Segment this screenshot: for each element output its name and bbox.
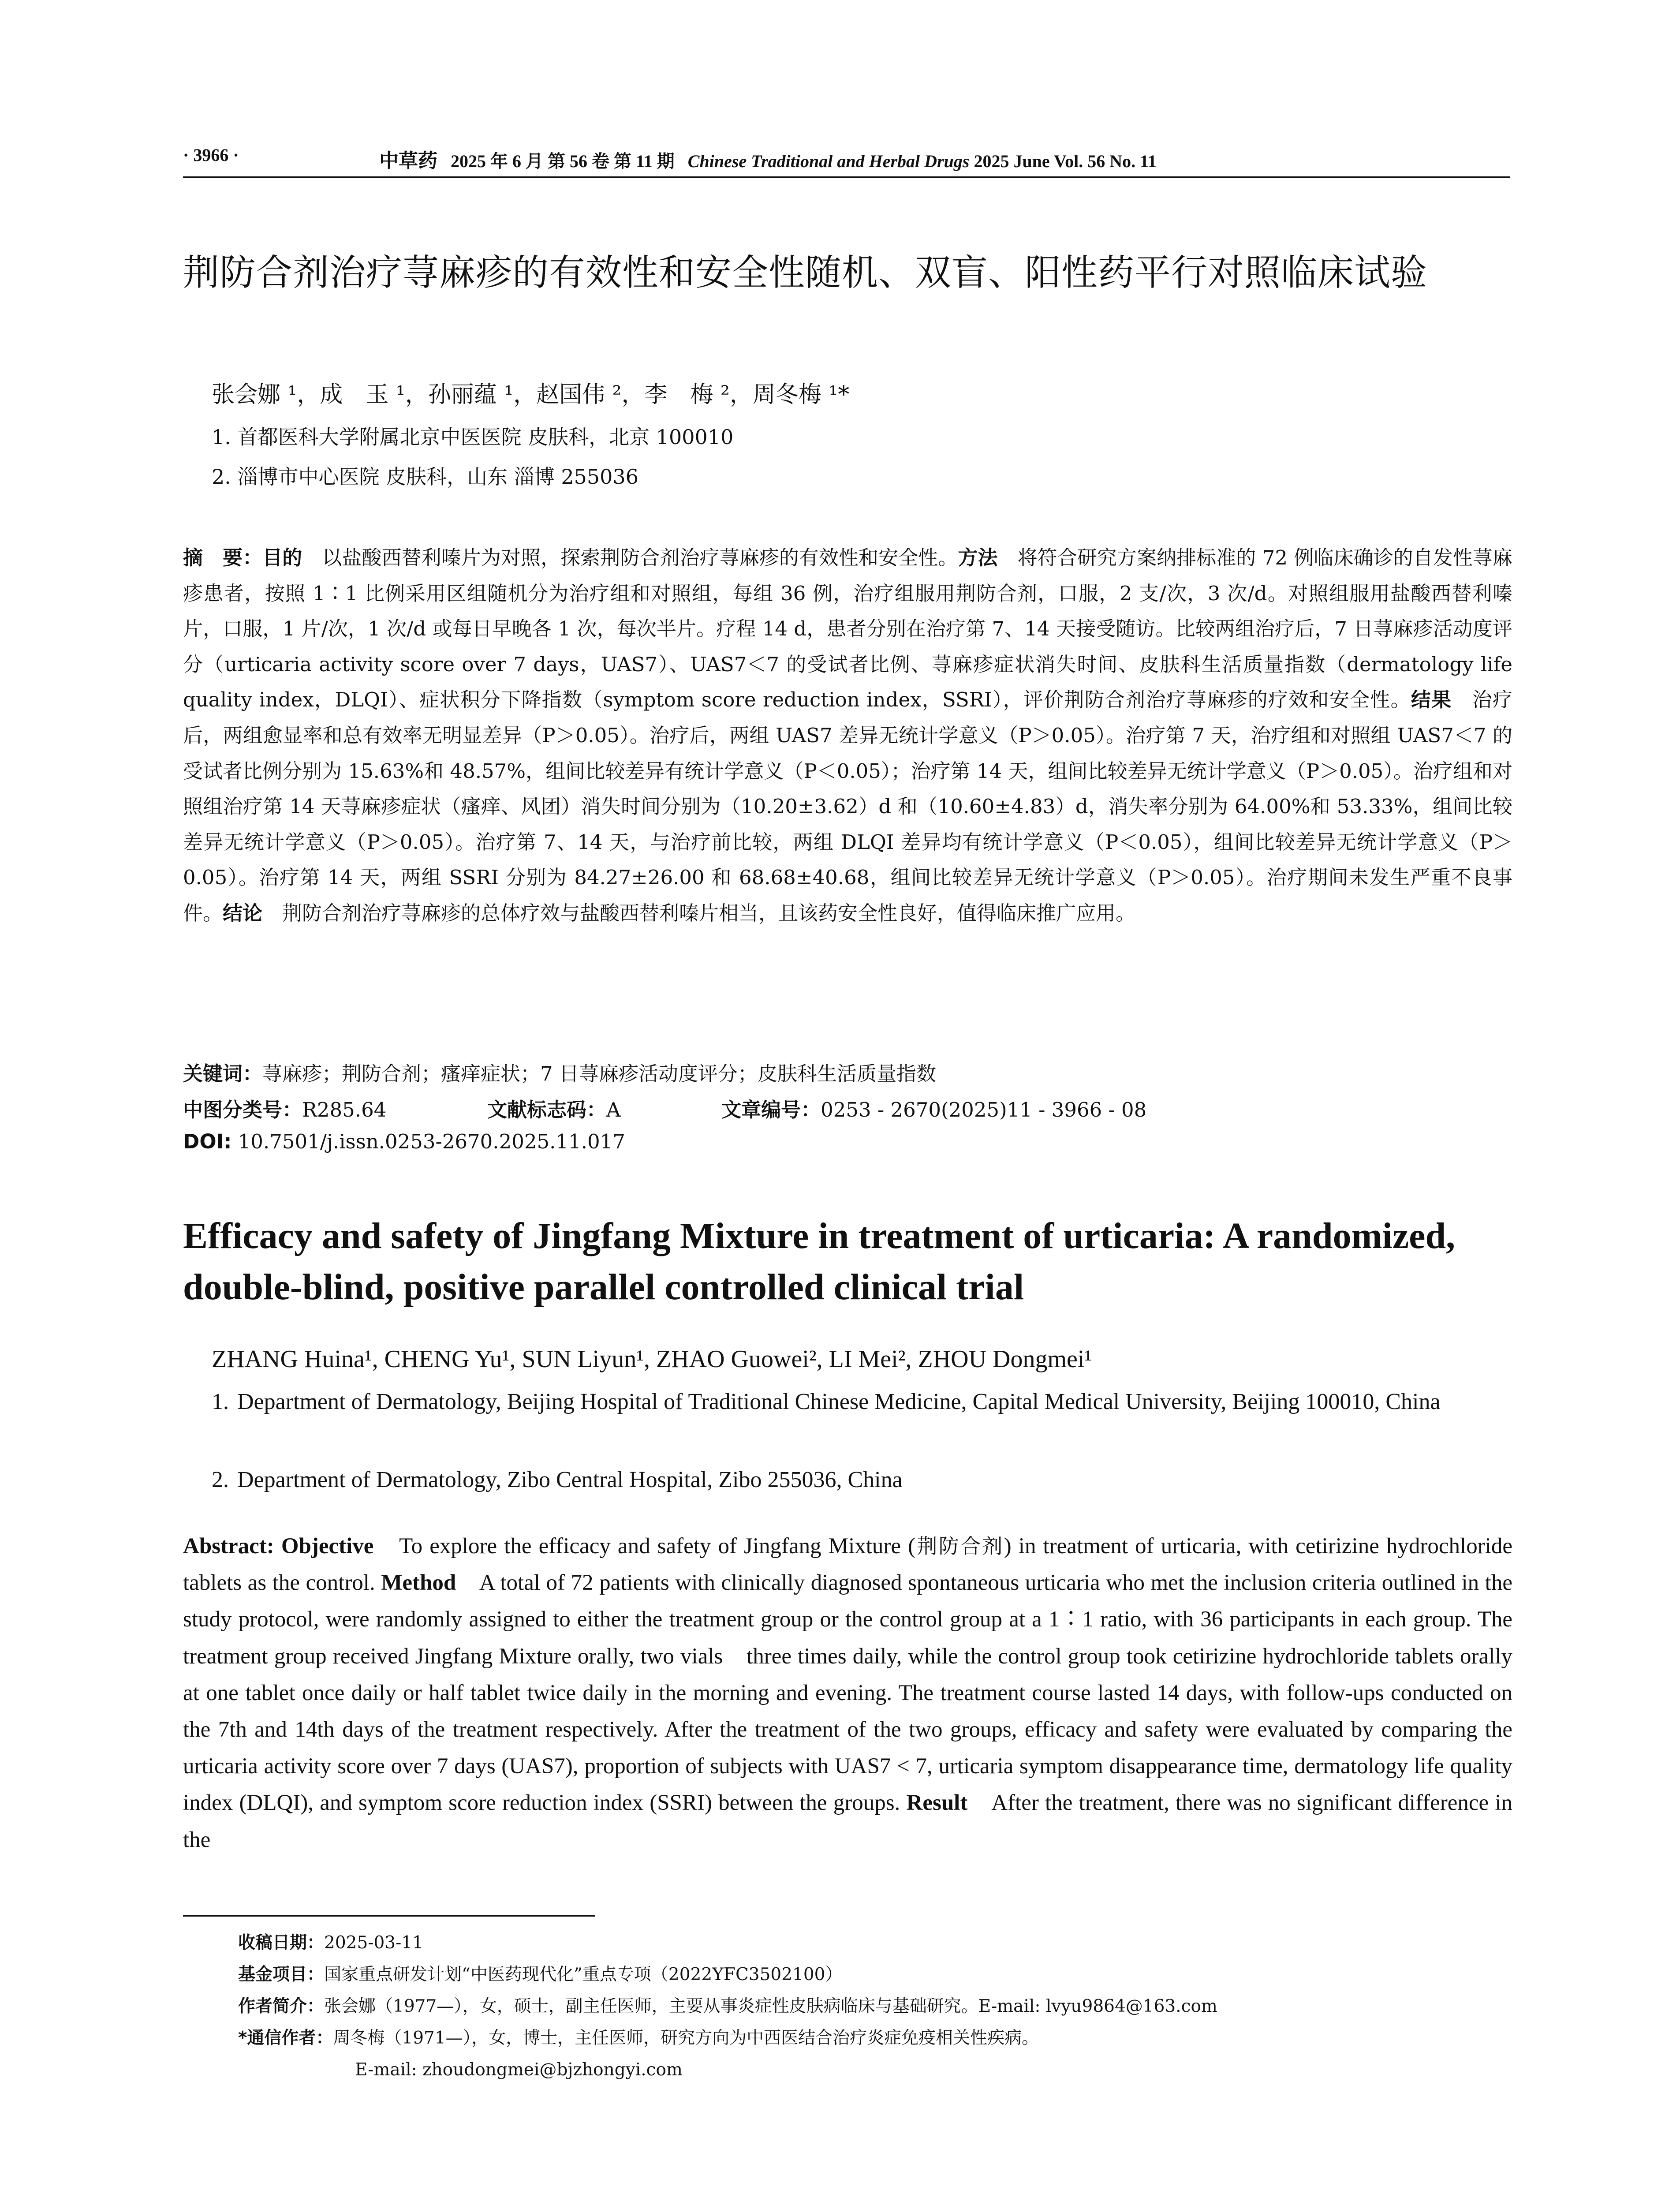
affiliation-en-1 xyxy=(212,1383,1512,1421)
doc-code-label: 文献标志码： xyxy=(487,1098,606,1121)
keywords-text: 荨麻疹；荆防合剂；瘙痒症状；7 日荨麻疹活动度评分；皮肤科生活质量指数 xyxy=(262,1062,936,1085)
footnote-rule xyxy=(183,1915,595,1917)
doi-label: DOI: xyxy=(183,1130,232,1153)
article-no-value: 0253 - 2670(2025)11 - 3966 - 08 xyxy=(821,1098,1147,1121)
running-header xyxy=(183,145,1510,170)
page-number: · 3966 · xyxy=(183,145,239,165)
authors-en: ZHANG Huina¹, CHENG Yu¹, SUN Liyun¹, ZHAO Guowei², LI Mei², ZHOU Dongmei¹ xyxy=(212,1345,1092,1373)
title-cn: 荆防合剂治疗荨麻疹的有效性和安全性随机、双盲、阳性药平行对照临床试验 xyxy=(183,252,1428,294)
affiliation-cn-1: 1. 首都医科大学附属北京中医医院 皮肤科，北京 100010 xyxy=(212,425,734,449)
clc-value: R285.64 xyxy=(302,1098,387,1121)
fund-label: 基金项目： xyxy=(238,1965,325,1984)
affiliation-en-1-text: Department of Dermatology, Beijing Hospital of Traditional Chinese Medicine, Capital Medical University, Beijing 100010, China xyxy=(237,1389,1441,1414)
doi-line xyxy=(183,1130,625,1153)
corresponding-label: *通信作者： xyxy=(238,2028,333,2048)
keywords-cn xyxy=(183,1058,936,1086)
article-no-label: 文章编号： xyxy=(721,1098,821,1121)
method-label-cn: 方法 xyxy=(958,546,998,569)
footnotes xyxy=(238,1927,1508,2086)
doc-code-value: A xyxy=(606,1098,621,1121)
objective-en-cn: 荆防合剂 xyxy=(915,1534,1004,1558)
corresponding-value: 周冬梅（1971—），女，博士，主任医师，研究方向为中西医结合治疗炎症免疫相关性疾病。 xyxy=(333,2028,1039,2048)
corresponding-email: E-mail: zhoudongmei@bjzhongyi.com xyxy=(355,2060,683,2080)
author-bio-value: 张会娜（1977—），女，硕士，副主任医师，主要从事炎症性皮肤病临床与基础研究。E-mail: lvyu9864@163.com xyxy=(324,1996,1217,2016)
corresponding-line xyxy=(238,2022,1508,2054)
clc-label: 中图分类号： xyxy=(183,1098,302,1121)
affiliation-en-2-text: Department of Dermatology, Zibo Central Hospital, Zibo 255036, China xyxy=(237,1467,903,1492)
affiliation-en-2-num: 2. xyxy=(212,1467,229,1492)
fund-value: 国家重点研发计划“中医药现代化”重点专项（2022YFC3502100） xyxy=(324,1965,843,1984)
journal-name-cn: 中草药 xyxy=(379,149,437,172)
keywords-label: 关键词： xyxy=(183,1062,263,1085)
abstract-cn-label: 摘 要： xyxy=(183,546,263,569)
objective-en-a: To explore the efficacy and safety of Jingfang Mixture ( xyxy=(373,1534,916,1558)
abstract-en xyxy=(183,1528,1512,1858)
journal-name-en: Chinese Traditional and Herbal Drugs xyxy=(687,151,970,171)
objective-label-cn: 目的 xyxy=(262,546,302,569)
author-bio-label: 作者简介： xyxy=(238,1996,325,2016)
received-line xyxy=(238,1927,1508,1959)
method-en: A total of 72 patients with clinically diagnosed spontaneous urticaria who met the inclusion criteria outlined in the study protocol, were randomly assigned to either the treatment group or the control group at a 1∶1 ratio, with 36 participants in each group. The treatment group received Jingfang Mixture orally, two vials three times daily, while the control group took cetirizine hydrochloride tablets orally at one tablet once daily or half tablet twice daily in the morning and evening. The treatment course lasted 14 days, with follow-ups conducted on the 7th and 14th days of the treatment respectively. After the treatment of the two groups, efficacy and safety were evaluated by comparing the urticaria activity score over 7 days (UAS7), proportion of subjects with UAS7 < 7, urticaria symptom disappearance time, dermatology life quality index (DLQI), and symptom score reduction index (SSRI) between the groups. xyxy=(183,1570,1512,1816)
received-value: 2025-03-11 xyxy=(324,1933,423,1953)
result-label-cn: 结果 xyxy=(1411,688,1452,712)
method-label-en: Method xyxy=(381,1570,456,1596)
journal-line xyxy=(379,145,1157,173)
abstract-cn xyxy=(183,540,1512,931)
doi-value: 10.7501/j.issn.0253-2670.2025.11.017 xyxy=(231,1130,625,1153)
title-en: Efficacy and safety of Jingfang Mixture in treatment of urticaria: A randomized, double-blind, positive parallel controlled clinical trial xyxy=(183,1215,1456,1308)
header-rule xyxy=(183,176,1510,178)
abstract-en-label: Abstract: Objective xyxy=(183,1534,374,1558)
fund-line xyxy=(238,1959,1508,1991)
authors-cn: 张会娜 ¹，成 玉 ¹，孙丽蕴 ¹，赵国伟 ²，李 梅 ²，周冬梅 ¹* xyxy=(212,381,850,408)
affiliation-en-2 xyxy=(212,1461,1512,1499)
result-label-en: Result xyxy=(906,1790,968,1816)
issue-en: 2025 June Vol. 56 No. 11 xyxy=(974,151,1157,171)
classification-line xyxy=(183,1094,1146,1122)
received-label: 收稿日期： xyxy=(238,1933,325,1953)
method-cn: 将符合研究方案纳排标准的 72 例临床确诊的自发性荨麻疹患者，按照 1∶1 比例采用区组随机分为治疗组和对照组，每组 36 例，治疗组服用荆防合剂，口服，2 支/次，3 次/d。对照组服用盐酸西替利嗪片，口服，1 片/次，1 次/d 或每日早晚各 1 次，每次半片。疗程 14 d，患者分别在治疗第 7、14 天接受随访。比较两组治疗后，7 日荨麻疹活动度评分（urticaria activity score over 7 days，UAS7）、UAS7＜7 的受试者比例、荨麻疹症状消失时间、皮肤科生活质量指数（dermatology life quality index，DLQI）、症状积分下降指数（symptom score reduction index，SSRI），评价荆防合剂治疗荨麻疹的疗效和安全性。 xyxy=(183,546,1512,712)
author-bio-line xyxy=(238,1991,1508,2022)
affiliation-cn-2: 2. 淄博市中心医院 皮肤科，山东 淄博 255036 xyxy=(212,465,638,489)
conclusion-cn: 荆防合剂治疗荨麻疹的总体疗效与盐酸西替利嗪片相当，且该药安全性良好，值得临床推广应用。 xyxy=(262,901,1136,925)
objective-cn: 以盐酸西替利嗪片为对照，探索荆防合剂治疗荨麻疹的有效性和安全性。 xyxy=(302,546,958,569)
affiliation-en-1-num: 1. xyxy=(212,1389,229,1414)
result-en: After the treatment, there was no significant difference in the xyxy=(183,1790,1512,1852)
result-cn: 治疗后，两组愈显率和总有效率无明显差异（P＞0.05）。治疗后，两组 UAS7 差异无统计学意义（P＞0.05）。治疗第 7 天，治疗组和对照组 UAS7＜7 的受试者比例分别为 15.63%和 48.57%，组间比较差异有统计学意义（P＜0.05）；治疗第 14 天，组间比较差异无统计学意义（P＞0.05）。治疗组和对照组治疗第 14 天荨麻疹症状（瘙痒、风团）消失时间分别为（10.20±3.62）d 和（10.60±4.83）d，消失率分别为 64.00%和 53.33%，组间比较差异无统计学意义（P＞0.05）。治疗第 7、14 天，与治疗前比较，两组 DLQI 差异均有统计学意义（P＜0.05），组间比较差异无统计学意义（P＞0.05）。治疗第 14 天，两组 SSRI 分别为 84.27±26.00 和 68.68±40.68，组间比较差异无统计学意义（P＞0.05）。治疗期间未发生严重不良事件。 xyxy=(183,688,1512,925)
objective-en-b: ) in treatment of urticaria, with cetirizine hydrochloride tablets as the control. xyxy=(183,1534,1513,1596)
issue-cn: 2025 年 6 月 第 56 卷 第 11 期 xyxy=(451,151,675,171)
conclusion-label-cn: 结论 xyxy=(223,901,263,925)
